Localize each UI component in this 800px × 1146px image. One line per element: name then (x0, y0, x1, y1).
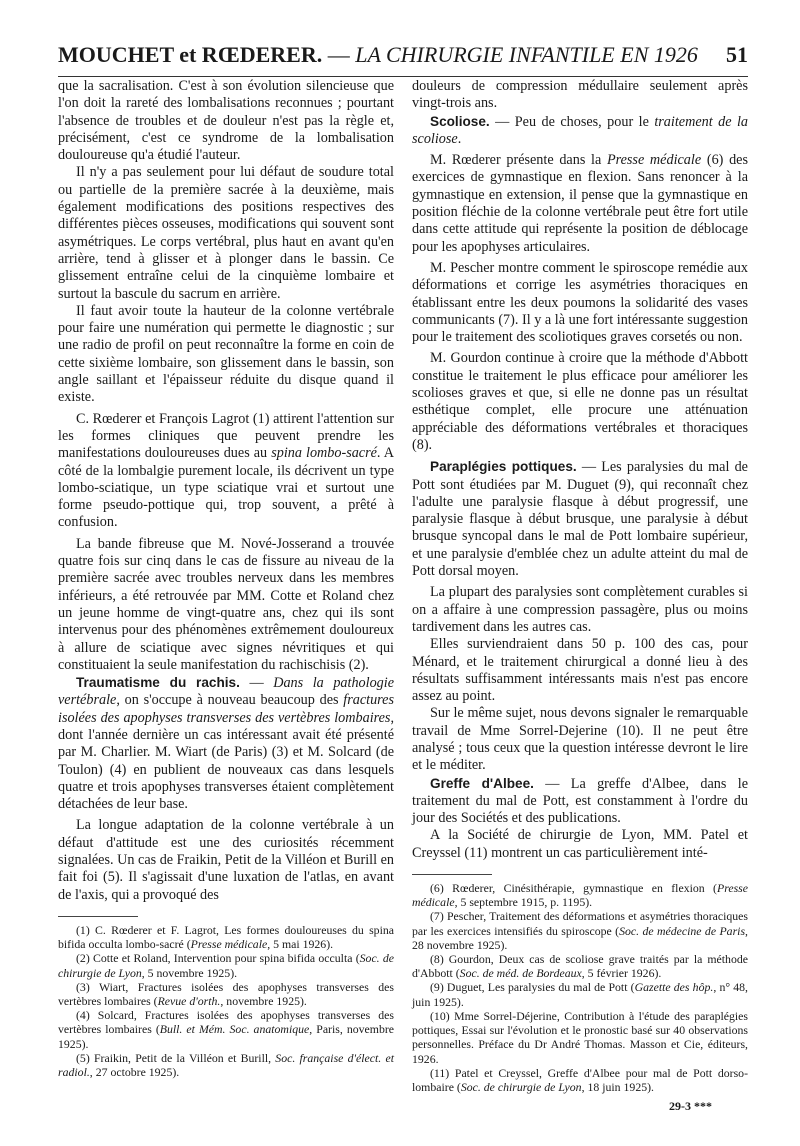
paragraph: Elles surviendraient dans 50 p. 100 des cas, pour Ménard, et le traitement chirurgical a donné lieu à des résultats suffisamment intéressants mais n'est pas encore assez au point. (412, 636, 748, 705)
left-column (58, 78, 394, 1079)
right-column (412, 78, 748, 1115)
paragraph: Il faut avoir toute la hauteur de la colonne vertébrale pour faire une numération qui permette le diagnostic ; sur une radio de profil on peut reconnaître la forme en coin de cette sixième lombaire, son glissement dans le bassin, son angle saillant et l'épaisseur réduite du disque quand il existe. (58, 302, 394, 406)
footnote-rule (412, 874, 492, 875)
footnote: (11) Patel et Creyssel, Greffe d'Albee pour mal de Pott dorso-lombaire (Soc. de chirurgie de Lyon, 18 juin 1925). (412, 1065, 748, 1094)
footnote: (6) Rœderer, Cinésithérapie, gymnastique en flexion (Presse médicale, 5 septembre 1915, p. 1195). (412, 881, 748, 910)
footnote: (9) Duguet, Les paralysies du mal de Pott (Gazette des hôp., n° 48, juin 1925). (412, 980, 748, 1009)
header-dash: — (322, 42, 356, 67)
footnote: (10) Mme Sorrel-Déjerine, Contribution à l'étude des paraplégies pottiques, Essai sur l'évolution et le pronostic basé sur 40 observations personnelles. Préface du Dr André Thomas. Masson et Cie, éditeurs, 1926. (412, 1008, 748, 1066)
section-heading: Traumatisme du rachis. (76, 675, 240, 691)
section-heading: Scoliose. (430, 113, 490, 129)
paragraph-paraplegies: Paraplégies pottiques. — Les paralysies du mal de Pott sont étudiées par M. Duguet (9), qui reconnaît chez l'adulte une paralysie flasque à début progressif, une paralysie flasque à début brusque, une paralysie à début brusque syncopal dans le mal de Pott lombaire supérieur, et une paralysie d'emblée chez un adulte atteint du mal de Pott dorsal moyen. (412, 459, 748, 580)
running-header (58, 40, 748, 77)
footnote: (7) Pescher, Traitement des déformations et asymétries thoraciques par les exercices intensifiés du spiroscope (Soc. de médecine de Paris, 28 novembre 1925). (412, 909, 748, 952)
section-heading: Paraplégies pottiques. (430, 459, 577, 475)
paragraph: La longue adaptation de la colonne vertébrale à un défaut d'attitude est une des curiosités récemment signalées. Un cas de Fraikin, Petit de la Villéon et Burill en fait foi (5). Il s'agissait d'une luxation de l'atlas, en avant de l'axis, qui a provoqué des (58, 817, 394, 903)
paragraph: que la sacralisation. C'est à son évolution silencieuse que l'on doit la rareté des lombalisations reconnues ; pourtant l'absence de troubles et de douleur n'est pas la règle et, précisément, c'est ce syndrome de la lombalisation douloureuse qu'a étudié l'auteur. (58, 78, 394, 164)
paragraph-traumatisme: Traumatisme du rachis. — Dans la pathologie vertébrale, on s'occupe à nouveau beaucoup des fractures isolées des apophyses transverses des vertèbres lombaires, dont l'année dernière un cas intéressant avait été présenté par M. Charlier. M. Wiart (de Paris) (3) et M. Solcard (de Toulon) (4) en publient de nouveaux cas dans lesquels quatre et trois apophyses transverses étaient complètement détachées de leur base. (58, 675, 394, 813)
header-title: LA CHIRURGIE INFANTILE EN 1926 (355, 42, 698, 67)
paragraph: La bande fibreuse que M. Nové-Josserand a trouvée quatre fois sur cinq dans le cas de fissure au niveau de la première sacrée avec troubles nerveux dans les membres inférieurs, a été retrouvée par MM. Cotte et Roland chez un jeune homme de vingt-quatre ans, chez qui ils sont intervenus pour des phénomènes extrêmement douloureux à allure de sciatique avec signes névritiques et qui constituaient la seule manifestation du rachischisis (2). (58, 535, 394, 673)
paragraph: C. Rœderer et François Lagrot (1) attirent l'attention sur les formes cliniques que peuvent prendre les manifestations douloureuses dues au spina lombo-sacré. A côté de la lombalgie purement locale, ils décrivent un type lombo-sciatique, un type sciatique vrai et surtout une forme pseudo-pottique qui, trop souvent, a prêté à confusion. (58, 410, 394, 531)
paragraph: M. Rœderer présente dans la Presse médicale (6) des exercices de gymnastique en flexion. Sans renoncer à la gymnastique en extension, il pense que la gymnastique en position fléchie de la colonne vertébrale peut être fort utile dans cette attitude qui représente la position de déblocage pour les apophyses articulaires. (412, 152, 748, 255)
header-authors: MOUCHET et RŒDERER. (58, 42, 323, 67)
footnote: (8) Gourdon, Deux cas de scoliose grave traités par la méthode d'Abbott (Soc. de méd. de Bordeaux, 5 février 1926). (412, 952, 748, 981)
paragraph: M. Gourdon continue à croire que la méthode d'Abbott constitue le traitement le plus efficace pour améliorer les scolioses graves et que, si elle ne donne pas un résultat esthétique complet, elle procure une atténuation appréciable des déformations vertébrales et thoraciques (8). (412, 350, 748, 453)
paragraph: M. Pescher montre comment le spiroscope remédie aux déformations et corrige les asymétries thoraciques en établissant entre les deux poumons la solidarité des vases communicants (7). Il y a là une fort intéressante suggestion pour le traitement des scoliotiques graves corsetés ou non. (412, 259, 748, 346)
paragraph: A la Société de chirurgie de Lyon, MM. Patel et Creyssel (11) montrent un cas particulièrement inté- (412, 827, 748, 861)
footnote: (2) Cotte et Roland, Intervention pour spina bifida occulta (Soc. de chirurgie de Lyon, 5 novembre 1925). (58, 951, 394, 980)
footnote: (5) Fraikin, Petit de la Villéon et Burill, Soc. française d'élect. et radiol., 27 octobre 1925). (58, 1050, 394, 1079)
paragraph: La plupart des paralysies sont complètement curables si on a affaire à une compression passagère, plus ou moins tardivement dans les autres cas. (412, 584, 748, 635)
paragraph: Sur le même sujet, nous devons signaler le remarquable travail de Mme Sorrel-Dejerine (10). Il ne peut être analysé ; tous ceux que la question intéresse devront le lire et le méditer. (412, 705, 748, 774)
footnote: (3) Wiart, Fractures isolées des apophyses transverses des vertèbres lombaires (Revue d'orth., novembre 1925). (58, 979, 394, 1008)
paragraph-greffe: Greffe d'Albee. — La greffe d'Albee, dans le traitement du mal de Pott, est constamment à l'ordre du jour des Sociétés et des publications. (412, 775, 748, 827)
paragraph-scoliose: Scoliose. — Peu de choses, pour le traitement de la scoliose. (412, 113, 748, 147)
footnote: (1) C. Rœderer et F. Lagrot, Les formes douloureuses du spina bifida occulta lombo-sacré (Presse médicale, 5 mai 1926). (58, 922, 394, 952)
signature-mark: 29-3 *** (669, 1099, 712, 1114)
footnote: (4) Solcard, Fractures isolées des apophyses transverses des vertèbres lombaires (Bull. et Mém. Soc. anatomique, Paris, novembre 1925). (58, 1008, 395, 1051)
paragraph: Il n'y a pas seulement pour lui défaut de soudure total ou partielle de la première sacrée à la deuxième, mais également modifications des positions respectives des différentes pièces osseuses, modifications qui souvent sont asymétriques. Le corps vertébral, plus haut en avant qu'en arrière, tend à glisser et à plonger dans le bassin. Ce glissement entraîne celui de la cinquième lombaire et surtout la bascule du sacrum en arrière. (58, 164, 394, 302)
page-number: 51 (726, 42, 748, 67)
paragraph: douleurs de compression médullaire seulement après vingt-trois ans. (412, 78, 748, 112)
footnote-rule (58, 916, 138, 917)
section-heading: Greffe d'Albee. (430, 775, 534, 791)
